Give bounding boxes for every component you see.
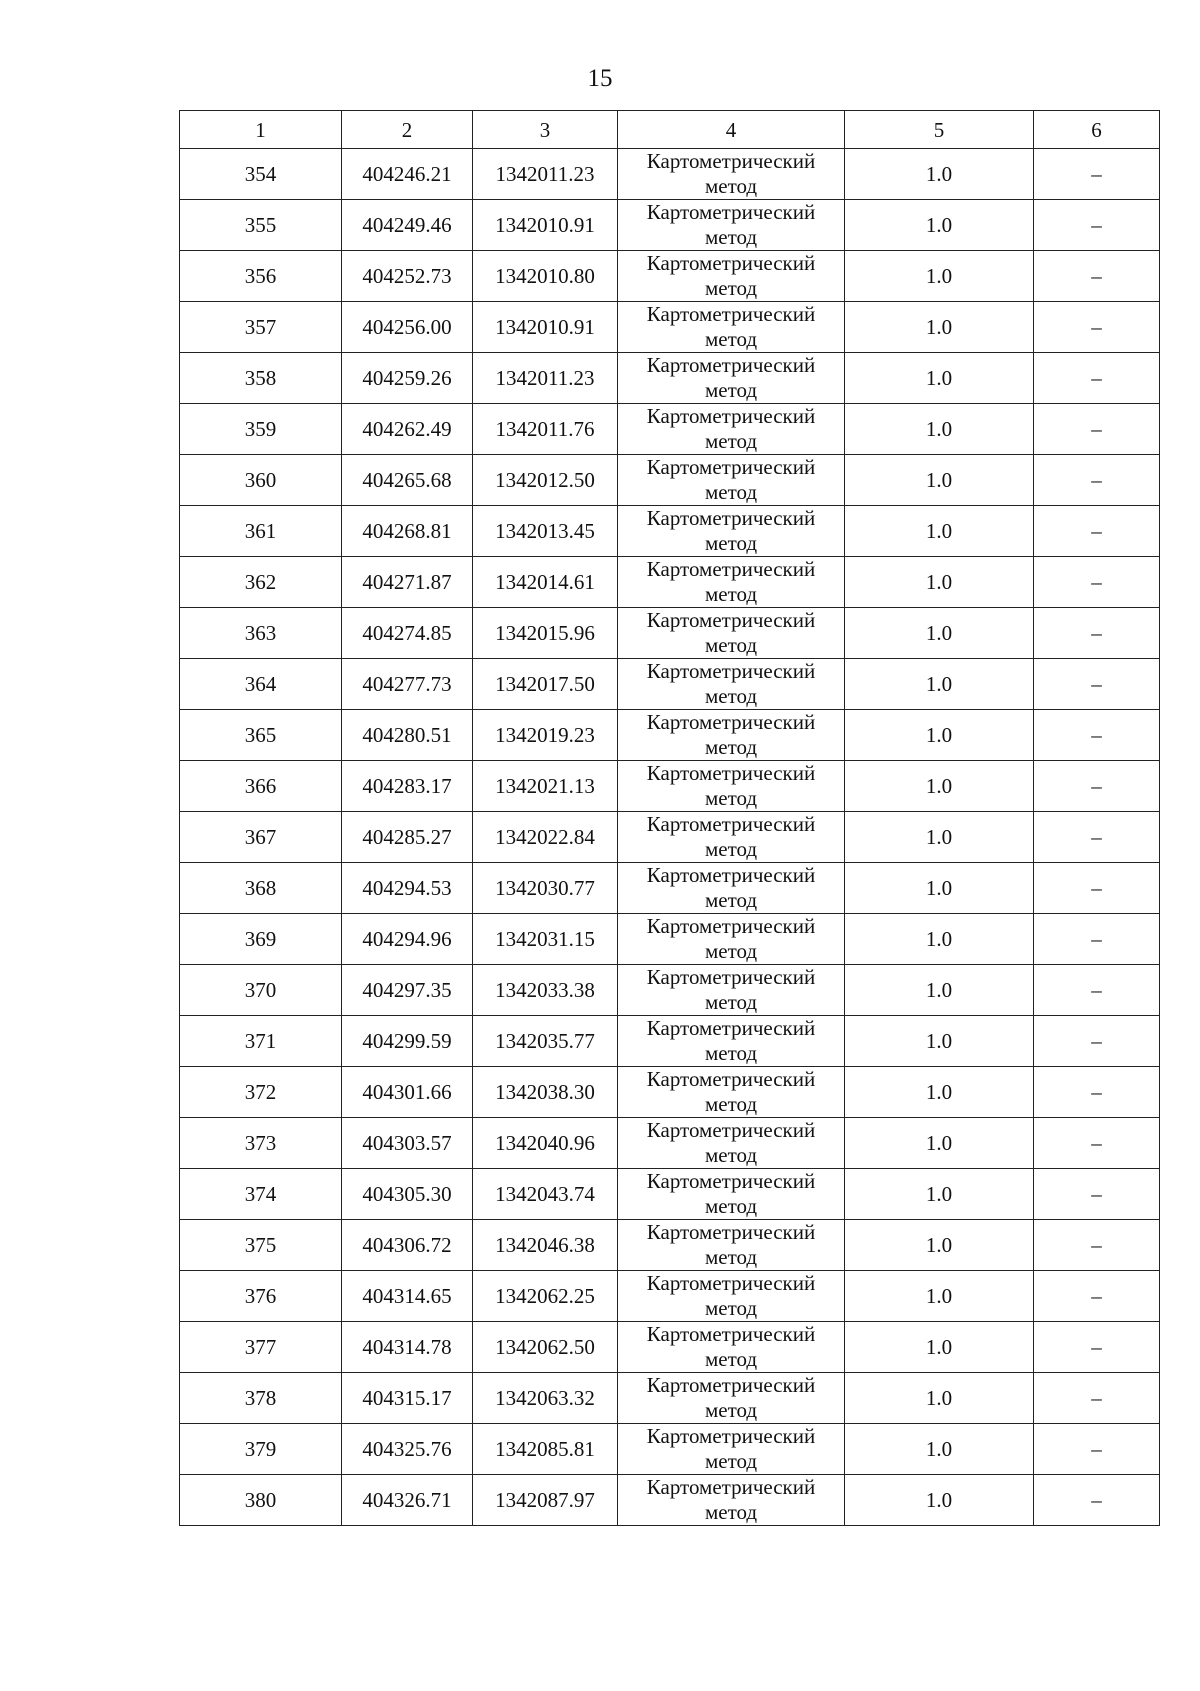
- method-cell: [618, 659, 845, 710]
- table-row: [180, 200, 1160, 251]
- y-coordinate-cell: 1342046.38: [473, 1220, 618, 1271]
- note-cell: –: [1034, 455, 1160, 506]
- accuracy-cell: 1.0: [845, 1118, 1034, 1169]
- table-row: [180, 659, 1160, 710]
- note-cell: –: [1034, 404, 1160, 455]
- method-line-1: Картометрический: [646, 761, 816, 785]
- method-cell: [618, 353, 845, 404]
- method-line-1: Картометрический: [646, 608, 816, 632]
- note-cell: –: [1034, 914, 1160, 965]
- accuracy-cell: 1.0: [845, 1322, 1034, 1373]
- method-cell: [618, 1373, 845, 1424]
- note-cell: –: [1034, 863, 1160, 914]
- point-number-cell: 369: [180, 914, 342, 965]
- x-coordinate-cell: 404283.17: [342, 761, 473, 812]
- note-cell: –: [1034, 149, 1160, 200]
- method-line-1: Картометрический: [646, 251, 816, 275]
- accuracy-cell: 1.0: [845, 251, 1034, 302]
- accuracy-cell: 1.0: [845, 404, 1034, 455]
- table-row: [180, 1016, 1160, 1067]
- method-line-2: метод: [704, 837, 758, 861]
- y-coordinate-cell: 1342021.13: [473, 761, 618, 812]
- note-cell: –: [1034, 710, 1160, 761]
- method-cell: [618, 761, 845, 812]
- method-line-2: метод: [704, 225, 758, 249]
- method-line-1: Картометрический: [646, 200, 816, 224]
- point-number-cell: 378: [180, 1373, 342, 1424]
- method-line-1: Картометрический: [646, 1271, 816, 1295]
- y-coordinate-cell: 1342035.77: [473, 1016, 618, 1067]
- point-number-cell: 354: [180, 149, 342, 200]
- note-cell: –: [1034, 1118, 1160, 1169]
- point-number-cell: 355: [180, 200, 342, 251]
- table-row: [180, 1373, 1160, 1424]
- accuracy-cell: 1.0: [845, 302, 1034, 353]
- method-line-2: метод: [704, 939, 758, 963]
- method-line-2: метод: [704, 480, 758, 504]
- x-coordinate-cell: 404271.87: [342, 557, 473, 608]
- method-line-2: метод: [704, 582, 758, 606]
- point-number-cell: 367: [180, 812, 342, 863]
- table-row: [180, 812, 1160, 863]
- x-coordinate-cell: 404294.53: [342, 863, 473, 914]
- point-number-cell: 371: [180, 1016, 342, 1067]
- note-cell: –: [1034, 1475, 1160, 1526]
- y-coordinate-cell: 1342030.77: [473, 863, 618, 914]
- accuracy-cell: 1.0: [845, 1475, 1034, 1526]
- coordinates-table: [179, 110, 1160, 1526]
- point-number-cell: 360: [180, 455, 342, 506]
- method-cell: [618, 251, 845, 302]
- method-cell: [618, 812, 845, 863]
- method-line-1: Картометрический: [646, 812, 816, 836]
- point-number-cell: 374: [180, 1169, 342, 1220]
- method-line-1: Картометрический: [646, 710, 816, 734]
- column-header: 2: [342, 111, 473, 149]
- accuracy-cell: 1.0: [845, 1220, 1034, 1271]
- x-coordinate-cell: 404305.30: [342, 1169, 473, 1220]
- accuracy-cell: 1.0: [845, 863, 1034, 914]
- method-line-2: метод: [704, 735, 758, 759]
- x-coordinate-cell: 404297.35: [342, 965, 473, 1016]
- table-row: [180, 863, 1160, 914]
- method-line-2: метод: [704, 1347, 758, 1371]
- point-number-cell: 376: [180, 1271, 342, 1322]
- method-line-1: Картометрический: [646, 659, 816, 683]
- method-cell: [618, 1169, 845, 1220]
- method-cell: [618, 557, 845, 608]
- method-line-1: Картометрический: [646, 506, 816, 530]
- note-cell: –: [1034, 1067, 1160, 1118]
- method-line-2: метод: [704, 1143, 758, 1167]
- accuracy-cell: 1.0: [845, 1016, 1034, 1067]
- table-row: [180, 149, 1160, 200]
- y-coordinate-cell: 1342087.97: [473, 1475, 618, 1526]
- method-line-2: метод: [704, 378, 758, 402]
- method-cell: [618, 710, 845, 761]
- x-coordinate-cell: 404246.21: [342, 149, 473, 200]
- accuracy-cell: 1.0: [845, 455, 1034, 506]
- method-line-1: Картометрический: [646, 1016, 816, 1040]
- method-line-1: Картометрический: [646, 1067, 816, 1091]
- method-line-2: метод: [704, 1194, 758, 1218]
- method-line-1: Картометрический: [646, 1373, 816, 1397]
- accuracy-cell: 1.0: [845, 812, 1034, 863]
- x-coordinate-cell: 404277.73: [342, 659, 473, 710]
- method-line-1: Картометрический: [646, 965, 816, 989]
- table-row: [180, 710, 1160, 761]
- table-row: [180, 1271, 1160, 1322]
- y-coordinate-cell: 1342085.81: [473, 1424, 618, 1475]
- accuracy-cell: 1.0: [845, 1424, 1034, 1475]
- note-cell: –: [1034, 1271, 1160, 1322]
- method-line-2: метод: [704, 327, 758, 351]
- accuracy-cell: 1.0: [845, 1271, 1034, 1322]
- method-line-1: Картометрический: [646, 404, 816, 428]
- table-row: [180, 608, 1160, 659]
- point-number-cell: 363: [180, 608, 342, 659]
- method-line-2: метод: [704, 1500, 758, 1524]
- y-coordinate-cell: 1342038.30: [473, 1067, 618, 1118]
- point-number-cell: 358: [180, 353, 342, 404]
- accuracy-cell: 1.0: [845, 608, 1034, 659]
- column-header: 6: [1034, 111, 1160, 149]
- table-body: [180, 149, 1160, 1526]
- x-coordinate-cell: 404303.57: [342, 1118, 473, 1169]
- method-cell: [618, 302, 845, 353]
- method-line-2: метод: [704, 1041, 758, 1065]
- method-line-1: Картометрический: [646, 557, 816, 581]
- table-row: [180, 1118, 1160, 1169]
- y-coordinate-cell: 1342062.50: [473, 1322, 618, 1373]
- method-cell: [618, 455, 845, 506]
- note-cell: –: [1034, 557, 1160, 608]
- point-number-cell: 377: [180, 1322, 342, 1373]
- note-cell: –: [1034, 761, 1160, 812]
- table-row: [180, 914, 1160, 965]
- y-coordinate-cell: 1342011.23: [473, 353, 618, 404]
- x-coordinate-cell: 404314.78: [342, 1322, 473, 1373]
- accuracy-cell: 1.0: [845, 710, 1034, 761]
- method-cell: [618, 1475, 845, 1526]
- y-coordinate-cell: 1342063.32: [473, 1373, 618, 1424]
- method-cell: [618, 404, 845, 455]
- method-line-2: метод: [704, 1296, 758, 1320]
- method-line-2: метод: [704, 684, 758, 708]
- y-coordinate-cell: 1342019.23: [473, 710, 618, 761]
- point-number-cell: 368: [180, 863, 342, 914]
- method-line-2: метод: [704, 888, 758, 912]
- method-line-1: Картометрический: [646, 1475, 816, 1499]
- method-line-2: метод: [704, 633, 758, 657]
- x-coordinate-cell: 404256.00: [342, 302, 473, 353]
- method-line-1: Картометрический: [646, 1322, 816, 1346]
- y-coordinate-cell: 1342033.38: [473, 965, 618, 1016]
- table-row: [180, 761, 1160, 812]
- accuracy-cell: 1.0: [845, 149, 1034, 200]
- x-coordinate-cell: 404315.17: [342, 1373, 473, 1424]
- note-cell: –: [1034, 812, 1160, 863]
- y-coordinate-cell: 1342014.61: [473, 557, 618, 608]
- point-number-cell: 372: [180, 1067, 342, 1118]
- accuracy-cell: 1.0: [845, 200, 1034, 251]
- note-cell: –: [1034, 608, 1160, 659]
- method-line-1: Картометрический: [646, 455, 816, 479]
- x-coordinate-cell: 404326.71: [342, 1475, 473, 1526]
- method-cell: [618, 863, 845, 914]
- y-coordinate-cell: 1342012.50: [473, 455, 618, 506]
- note-cell: –: [1034, 1424, 1160, 1475]
- method-line-2: метод: [704, 174, 758, 198]
- accuracy-cell: 1.0: [845, 353, 1034, 404]
- method-cell: [618, 1424, 845, 1475]
- x-coordinate-cell: 404268.81: [342, 506, 473, 557]
- method-line-2: метод: [704, 1398, 758, 1422]
- point-number-cell: 379: [180, 1424, 342, 1475]
- y-coordinate-cell: 1342022.84: [473, 812, 618, 863]
- method-line-2: метод: [704, 990, 758, 1014]
- table-row: [180, 557, 1160, 608]
- method-line-1: Картометрический: [646, 149, 816, 173]
- method-cell: [618, 1220, 845, 1271]
- point-number-cell: 365: [180, 710, 342, 761]
- x-coordinate-cell: 404325.76: [342, 1424, 473, 1475]
- method-line-1: Картометрический: [646, 1424, 816, 1448]
- x-coordinate-cell: 404252.73: [342, 251, 473, 302]
- y-coordinate-cell: 1342011.23: [473, 149, 618, 200]
- table-row: [180, 455, 1160, 506]
- accuracy-cell: 1.0: [845, 1067, 1034, 1118]
- y-coordinate-cell: 1342010.91: [473, 200, 618, 251]
- x-coordinate-cell: 404301.66: [342, 1067, 473, 1118]
- x-coordinate-cell: 404306.72: [342, 1220, 473, 1271]
- column-header: 3: [473, 111, 618, 149]
- method-line-1: Картометрический: [646, 1220, 816, 1244]
- point-number-cell: 373: [180, 1118, 342, 1169]
- point-number-cell: 359: [180, 404, 342, 455]
- table-row: [180, 1475, 1160, 1526]
- accuracy-cell: 1.0: [845, 761, 1034, 812]
- accuracy-cell: 1.0: [845, 965, 1034, 1016]
- method-line-2: метод: [704, 1245, 758, 1269]
- note-cell: –: [1034, 1220, 1160, 1271]
- point-number-cell: 366: [180, 761, 342, 812]
- note-cell: –: [1034, 251, 1160, 302]
- y-coordinate-cell: 1342062.25: [473, 1271, 618, 1322]
- method-cell: [618, 608, 845, 659]
- point-number-cell: 375: [180, 1220, 342, 1271]
- column-header: 4: [618, 111, 845, 149]
- table-row: [180, 506, 1160, 557]
- x-coordinate-cell: 404249.46: [342, 200, 473, 251]
- y-coordinate-cell: 1342010.91: [473, 302, 618, 353]
- method-cell: [618, 914, 845, 965]
- point-number-cell: 370: [180, 965, 342, 1016]
- point-number-cell: 356: [180, 251, 342, 302]
- page-number: 15: [587, 65, 613, 92]
- table-row: [180, 302, 1160, 353]
- x-coordinate-cell: 404294.96: [342, 914, 473, 965]
- y-coordinate-cell: 1342017.50: [473, 659, 618, 710]
- y-coordinate-cell: 1342043.74: [473, 1169, 618, 1220]
- method-line-1: Картометрический: [646, 863, 816, 887]
- table-row: [180, 353, 1160, 404]
- table-row: [180, 251, 1160, 302]
- y-coordinate-cell: 1342011.76: [473, 404, 618, 455]
- accuracy-cell: 1.0: [845, 914, 1034, 965]
- method-line-2: метод: [704, 1449, 758, 1473]
- column-header: 5: [845, 111, 1034, 149]
- method-cell: [618, 965, 845, 1016]
- note-cell: –: [1034, 200, 1160, 251]
- point-number-cell: 357: [180, 302, 342, 353]
- method-cell: [618, 200, 845, 251]
- y-coordinate-cell: 1342031.15: [473, 914, 618, 965]
- method-line-1: Картометрический: [646, 353, 816, 377]
- table-row: [180, 965, 1160, 1016]
- note-cell: –: [1034, 302, 1160, 353]
- accuracy-cell: 1.0: [845, 1373, 1034, 1424]
- method-line-2: метод: [704, 1092, 758, 1116]
- method-line-2: метод: [704, 786, 758, 810]
- note-cell: –: [1034, 506, 1160, 557]
- x-coordinate-cell: 404280.51: [342, 710, 473, 761]
- point-number-cell: 361: [180, 506, 342, 557]
- point-number-cell: 380: [180, 1475, 342, 1526]
- column-header: 1: [180, 111, 342, 149]
- y-coordinate-cell: 1342040.96: [473, 1118, 618, 1169]
- x-coordinate-cell: 404299.59: [342, 1016, 473, 1067]
- method-cell: [618, 1271, 845, 1322]
- method-cell: [618, 1118, 845, 1169]
- y-coordinate-cell: 1342010.80: [473, 251, 618, 302]
- header-row: [180, 111, 1160, 149]
- accuracy-cell: 1.0: [845, 557, 1034, 608]
- note-cell: –: [1034, 1322, 1160, 1373]
- point-number-cell: 364: [180, 659, 342, 710]
- method-cell: [618, 506, 845, 557]
- x-coordinate-cell: 404274.85: [342, 608, 473, 659]
- table-row: [180, 1424, 1160, 1475]
- method-line-1: Картометрический: [646, 1169, 816, 1193]
- note-cell: –: [1034, 353, 1160, 404]
- x-coordinate-cell: 404314.65: [342, 1271, 473, 1322]
- method-line-1: Картометрический: [646, 302, 816, 326]
- y-coordinate-cell: 1342015.96: [473, 608, 618, 659]
- accuracy-cell: 1.0: [845, 659, 1034, 710]
- method-cell: [618, 1067, 845, 1118]
- method-cell: [618, 1322, 845, 1373]
- table-row: [180, 1220, 1160, 1271]
- table-row: [180, 1169, 1160, 1220]
- note-cell: –: [1034, 1016, 1160, 1067]
- x-coordinate-cell: 404285.27: [342, 812, 473, 863]
- method-line-2: метод: [704, 276, 758, 300]
- table-row: [180, 1067, 1160, 1118]
- point-number-cell: 362: [180, 557, 342, 608]
- method-cell: [618, 1016, 845, 1067]
- x-coordinate-cell: 404262.49: [342, 404, 473, 455]
- method-cell: [618, 149, 845, 200]
- x-coordinate-cell: 404259.26: [342, 353, 473, 404]
- accuracy-cell: 1.0: [845, 506, 1034, 557]
- note-cell: –: [1034, 1373, 1160, 1424]
- table-header: [180, 111, 1160, 149]
- note-cell: –: [1034, 965, 1160, 1016]
- method-line-2: метод: [704, 531, 758, 555]
- note-cell: –: [1034, 1169, 1160, 1220]
- table-row: [180, 1322, 1160, 1373]
- note-cell: –: [1034, 659, 1160, 710]
- x-coordinate-cell: 404265.68: [342, 455, 473, 506]
- table-row: [180, 404, 1160, 455]
- y-coordinate-cell: 1342013.45: [473, 506, 618, 557]
- accuracy-cell: 1.0: [845, 1169, 1034, 1220]
- method-line-1: Картометрический: [646, 1118, 816, 1142]
- method-line-2: метод: [704, 429, 758, 453]
- method-line-1: Картометрический: [646, 914, 816, 938]
